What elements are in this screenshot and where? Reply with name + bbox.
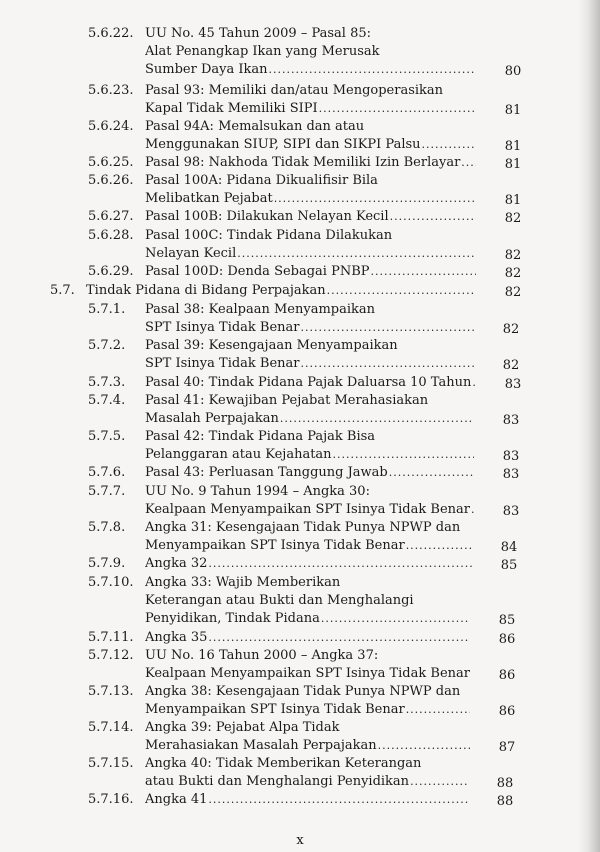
- toc-entry-title-line: [145, 119, 505, 134]
- toc-dot-leader: [471, 502, 474, 517]
- toc-entry-title-line: [145, 173, 505, 188]
- toc-dot-leader: [301, 320, 474, 335]
- toc-dot-leader: [319, 101, 476, 116]
- toc-entry-number: 5.7.16.: [88, 792, 134, 807]
- toc-dot-leader: [274, 191, 476, 206]
- toc-entry-title-last-line: [145, 375, 476, 390]
- toc-entry-title-text: Pasal 38: Kealpaan Menyampaikan: [145, 302, 376, 317]
- toc-entry-title-last-line: [145, 62, 476, 77]
- toc-entry-title-line: [145, 83, 505, 98]
- toc-entry-title-last-line: [145, 320, 474, 335]
- toc-dot-leader: [327, 283, 476, 298]
- toc-entry-title-text: Kealpaan Menyampaikan SPT Isinya Tidak Benar: [145, 666, 470, 682]
- toc-entry-title-line: [145, 228, 505, 243]
- toc-dot-leader: [406, 702, 470, 717]
- toc-entry-title-text: Angka 31: Kesengajaan Tidak Punya NPWP dan: [145, 520, 461, 535]
- toc-entry-title-text: Masalah Perpajakan: [145, 411, 279, 427]
- toc-entry-title-last-line: [145, 792, 468, 807]
- toc-entry-number: 5.7.14.: [88, 720, 134, 735]
- toc-entry-title-last-line: [145, 666, 470, 681]
- toc-page-number: 82: [504, 248, 522, 264]
- toc-entry-number: 5.6.27.: [88, 209, 134, 224]
- toc-entry-title-text: Merahasiakan Masalah Perpajakan: [145, 738, 377, 754]
- toc-entry-title-last-line: [145, 538, 472, 553]
- toc-entry-title-last-line: [145, 137, 476, 152]
- toc-page-number: 82: [502, 322, 520, 338]
- toc-page-number: 80: [504, 64, 522, 80]
- toc-dot-leader: [390, 209, 476, 224]
- toc-entry-title-text: Angka 40: Tidak Memberikan Keterangan: [145, 756, 422, 771]
- toc-page-number: 83: [502, 504, 520, 520]
- toc-dot-leader: [301, 356, 474, 371]
- toc-entry-number: 5.7.9.: [88, 556, 126, 571]
- toc-entry-title-text: SPT Isinya Tidak Benar: [145, 320, 300, 336]
- page-edge-shadow: [578, 0, 600, 852]
- toc-entry-title-text: Menggunakan SIUP, SIPI dan SIKPI Palsu: [145, 137, 421, 153]
- toc-dot-leader: [406, 538, 472, 553]
- toc-entry-title-last-line: [145, 101, 476, 116]
- toc-entry-title-text: Pasal 98: Nakhoda Tidak Memiliki Izin Berlayar: [145, 155, 461, 170]
- toc-page-number: 81: [504, 103, 522, 119]
- toc-entry-title-last-line: [145, 155, 476, 170]
- toc-entry-title-text: Pasal 41: Kewajiban Pejabat Merahasiakan: [145, 393, 429, 408]
- toc-entry-number: 5.6.24.: [88, 119, 134, 134]
- toc-dot-leader: [208, 630, 470, 645]
- toc-entry-number: 5.7.13.: [88, 684, 134, 699]
- toc-entry-title-text: atau Bukti dan Menghalangi Penyidikan: [145, 774, 410, 790]
- toc-entry-title-text: Kapal Tidak Memiliki SIPI: [145, 101, 318, 117]
- toc-entry-number: 5.7.4.: [88, 393, 126, 408]
- toc-entry-title-last-line: [145, 702, 470, 717]
- toc-entry-title-line: [145, 44, 505, 59]
- toc-entry-title-last-line: [145, 502, 474, 517]
- toc-entry-title-text: Pasal 100B: Dilakukan Nelayan Kecil: [145, 209, 389, 224]
- toc-entry-title-text: Pasal 39: Kesengajaan Menyampaikan: [145, 338, 398, 353]
- toc-entry-number: 5.6.28.: [88, 228, 134, 243]
- toc-entry-title-last-line: [86, 283, 476, 298]
- toc-entry-title-last-line: [145, 774, 468, 789]
- toc-entry-title-line: [145, 648, 505, 663]
- toc-entry-title-line: [145, 756, 505, 771]
- toc-entry-title-last-line: [145, 356, 474, 371]
- toc-page-number: 82: [504, 266, 522, 281]
- toc-entry-number: 5.7.1.: [88, 302, 126, 317]
- toc-page-number: 86: [498, 704, 516, 720]
- toc-entry-number: 5.7.15.: [88, 756, 134, 771]
- toc-entry-title-line: [145, 575, 505, 590]
- toc-page-number: 86: [498, 668, 516, 684]
- toc-entry-number: 5.7.8.: [88, 520, 126, 535]
- toc-entry-title-text: Pasal 94A: Memalsukan dan atau: [145, 119, 365, 134]
- toc-entry-number: 5.6.29.: [88, 264, 134, 279]
- toc-entry-title-text: Angka 32: [145, 556, 208, 571]
- toc-entry-title-line: [145, 720, 505, 735]
- toc-page-number: 83: [504, 377, 522, 392]
- toc-entry-title-text: Pasal 40: Tindak Pidana Pajak Daluarsa 10 Tahun: [145, 375, 472, 390]
- toc-page-number: 88: [496, 794, 514, 809]
- toc-entry-title-last-line: [145, 630, 470, 645]
- toc-entry-title-text: Penyidikan, Tindak Pidana: [145, 611, 320, 627]
- toc-dot-leader: [371, 264, 476, 279]
- toc-entry-number: 5.7.7.: [88, 484, 126, 499]
- toc-dot-leader: [378, 738, 470, 753]
- toc-entry-title-text: Pasal 42: Tindak Pidana Pajak Bisa: [145, 429, 376, 444]
- toc-entry-title-text: Alat Penangkap Ikan yang Merusak: [145, 44, 380, 60]
- toc-entry-title-text: UU No. 9 Tahun 1994 – Angka 30:: [145, 484, 370, 499]
- toc-entry-title-line: [145, 393, 505, 408]
- toc-entry-title-last-line: [145, 191, 476, 206]
- toc-dot-leader: [472, 375, 476, 390]
- toc-entry-number: 5.7.: [50, 283, 75, 298]
- toc-entry-number: 5.6.25.: [88, 155, 134, 170]
- toc-page-number: 83: [502, 449, 520, 465]
- toc-entry-title-text: Pasal 100D: Denda Sebagai PNBP: [145, 264, 370, 279]
- toc-entry-title-text: Tindak Pidana di Bidang Perpajakan: [86, 283, 326, 298]
- toc-page-number: 83: [502, 413, 520, 429]
- toc-entry-number: 5.7.3.: [88, 375, 126, 390]
- toc-page-number: 85: [498, 613, 516, 629]
- toc-dot-leader: [321, 611, 470, 626]
- toc-dot-leader: [208, 556, 472, 571]
- toc-page-number: 88: [496, 776, 514, 792]
- toc-entry-title-last-line: [145, 738, 470, 753]
- toc-entry-number: 5.6.26.: [88, 173, 134, 188]
- toc-entry-title-text: Keterangan atau Bukti dan Menghalangi: [145, 593, 414, 609]
- toc-page-number: 82: [504, 285, 522, 300]
- toc-page-number: 81: [504, 193, 522, 209]
- toc-entry-title-last-line: [145, 264, 476, 279]
- toc-entry-title-text: Angka 35: [145, 630, 208, 645]
- toc-dot-leader: [280, 411, 474, 426]
- toc-page-number: 81: [504, 139, 522, 155]
- toc-entry-number: 5.7.2.: [88, 338, 126, 353]
- toc-entry-number: 5.7.5.: [88, 429, 126, 444]
- toc-entry-title-text: Menyampaikan SPT Isinya Tidak Benar: [145, 538, 405, 554]
- toc-entry-title-text: Menyampaikan SPT Isinya Tidak Benar: [145, 702, 405, 718]
- toc-entry-title-text: Angka 39: Pejabat Alpa Tidak: [145, 720, 340, 735]
- toc-dot-leader: [461, 155, 476, 170]
- toc-entry-title-line: [145, 26, 505, 41]
- toc-entry-title-last-line: [145, 556, 472, 571]
- toc-entry-title-text: Angka 38: Kesengajaan Tidak Punya NPWP dan: [145, 684, 461, 699]
- toc-entry-title-line: [145, 520, 505, 535]
- toc-entry-title-line: [145, 684, 505, 699]
- toc-entry-title-last-line: [145, 411, 474, 426]
- toc-dot-leader: [333, 447, 474, 462]
- toc-entry-title-last-line: [145, 246, 476, 261]
- toc-dot-leader: [208, 792, 468, 807]
- toc-entry-title-text: Angka 41: [145, 792, 208, 807]
- toc-entry-title-text: Pasal 93: Memiliki dan/atau Mengoperasikan: [145, 83, 444, 98]
- toc-dot-leader: [389, 465, 474, 480]
- toc-entry-title-line: [145, 338, 505, 353]
- toc-entry-title-text: Pasal 43: Perluasan Tanggung Jawab: [145, 465, 388, 480]
- toc-entry-title-line: [145, 484, 505, 499]
- toc-page-number: 82: [504, 211, 522, 226]
- toc-entry-number: 5.7.12.: [88, 648, 134, 663]
- toc-entry-title-text: Melibatkan Pejabat: [145, 191, 273, 207]
- toc-entry-title-text: Pasal 100C: Tindak Pidana Dilakukan: [145, 228, 393, 243]
- toc-entry-title-text: SPT Isinya Tidak Benar: [145, 356, 300, 372]
- toc-dot-leader: [410, 774, 468, 789]
- toc-entry-title-text: Pasal 100A: Pidana Dikualifisir Bila: [145, 173, 378, 188]
- toc-entry-number: 5.7.10.: [88, 575, 134, 590]
- toc-entry-title-last-line: [145, 465, 474, 480]
- toc-entry-title-line: [145, 593, 505, 608]
- toc-entry-number: 5.7.11.: [88, 630, 134, 645]
- toc-page-number: 87: [498, 740, 516, 756]
- toc-entry-title-text: Angka 33: Wajib Memberikan: [145, 575, 341, 590]
- toc-entry-title-line: [145, 429, 505, 444]
- toc-entry-title-last-line: [145, 447, 474, 462]
- toc-entry-number: 5.6.23.: [88, 83, 134, 98]
- toc-entry-number: 5.6.22.: [88, 26, 134, 41]
- toc-entry-title-text: Nelayan Kecil: [145, 246, 237, 262]
- toc-page-number: 82: [502, 358, 520, 374]
- toc-dot-leader: [237, 246, 476, 261]
- page-number-footer: x: [296, 833, 304, 848]
- toc-entry-title-last-line: [145, 209, 476, 224]
- toc-dot-leader: [422, 137, 476, 152]
- toc-page-number: 85: [500, 558, 518, 573]
- toc-entry-title-line: [145, 302, 505, 317]
- toc-entry-title-text: Sumber Daya Ikan: [145, 62, 268, 78]
- toc-entry-title-text: UU No. 16 Tahun 2000 – Angka 37:: [145, 648, 379, 663]
- toc-entry-title-last-line: [145, 611, 470, 626]
- toc-page-number: 81: [504, 157, 522, 172]
- toc-entry-title-text: UU No. 45 Tahun 2009 – Pasal 85:: [145, 26, 372, 41]
- toc-dot-leader: [269, 62, 476, 77]
- toc-page-number: 86: [498, 632, 516, 647]
- toc-entry-title-text: Pelanggaran atau Kejahatan: [145, 447, 332, 463]
- toc-page-number: 83: [502, 467, 520, 482]
- toc-page-number: 84: [500, 540, 518, 556]
- toc-entry-title-text: Kealpaan Menyampaikan SPT Isinya Tidak Benar: [145, 502, 470, 518]
- toc-entry-number: 5.7.6.: [88, 465, 126, 480]
